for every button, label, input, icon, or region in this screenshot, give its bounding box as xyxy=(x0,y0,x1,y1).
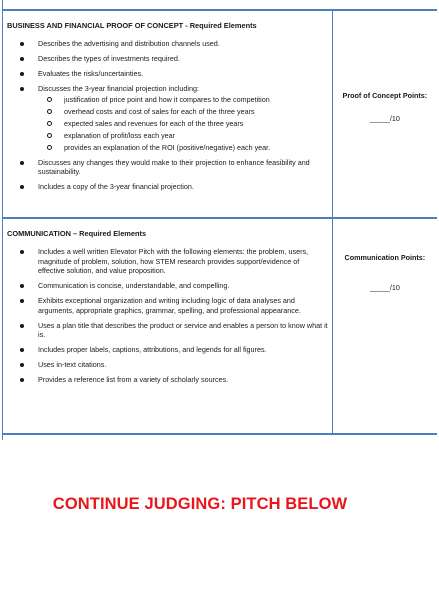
criteria-list xyxy=(7,39,328,191)
sub-list xyxy=(38,95,328,152)
list-item: Includes proper labels, captions, attributions, and legends for all figures. xyxy=(20,345,328,354)
score-blank: _____/10 xyxy=(369,282,400,292)
list-item: Uses a plan title that describes the product or service and enables a person to know what it is. xyxy=(20,321,328,340)
score-label: Communication Points: xyxy=(344,253,426,262)
sub-list-item: expected sales and revenues for each of the three years xyxy=(47,119,328,128)
list-item: Communication is concise, understandable, and compelling. xyxy=(20,281,328,290)
list-item: Includes a copy of the 3-year financial projection. xyxy=(20,182,328,191)
list-item xyxy=(20,84,328,152)
criteria-cell xyxy=(2,10,332,218)
list-item: Provides a reference list from a variety of scholarly sources. xyxy=(20,375,328,384)
list-item: Describes the advertising and distribution channels used. xyxy=(20,39,328,48)
score-cell xyxy=(332,10,437,218)
sub-list-item: explanation of profit/loss each year xyxy=(47,131,328,140)
criteria-cell xyxy=(2,218,332,434)
sub-list-item: overhead costs and cost of sales for each of the three years xyxy=(47,107,328,116)
list-item: Includes a well written Elevator Pitch with the following elements: the problem, users, magnitude of problem, solution, how STEM research provides support/evidence of effective solution, and value proposition. xyxy=(20,247,328,275)
rubric-row-business xyxy=(2,10,437,218)
sub-list-item: provides an explanation of the ROI (positive/negative) each year. xyxy=(47,143,328,152)
score-blank: _____/10 xyxy=(369,113,400,123)
score-cell xyxy=(332,218,437,434)
section-title: COMMUNICATION – Required Elements xyxy=(7,229,147,238)
continue-judging-banner: CONTINUE JUDGING: PITCH BELOW xyxy=(52,495,348,513)
list-item: Exhibits exceptional organization and writing including logic of data analyses and arguments, appropriate graphics, grammar, spelling, and professional appearance. xyxy=(20,296,328,315)
rubric-row-communication xyxy=(2,218,437,434)
list-item: Evaluates the risks/uncertainties. xyxy=(20,69,328,78)
score-label: Proof of Concept Points: xyxy=(342,91,428,100)
list-item-text: Discusses the 3-year financial projection including: xyxy=(38,84,200,94)
rubric-table xyxy=(2,9,437,435)
sub-list-item: justification of price point and how it compares to the competition xyxy=(47,95,328,104)
list-item: Discusses any changes they would make to their projection to enhance feasibility and sustainability. xyxy=(20,158,328,177)
criteria-list xyxy=(7,247,328,384)
list-item: Uses in-text citations. xyxy=(20,360,328,369)
section-title: BUSINESS AND FINANCIAL PROOF OF CONCEPT - Required Elements xyxy=(7,21,257,30)
list-item: Describes the types of investments required. xyxy=(20,54,328,63)
